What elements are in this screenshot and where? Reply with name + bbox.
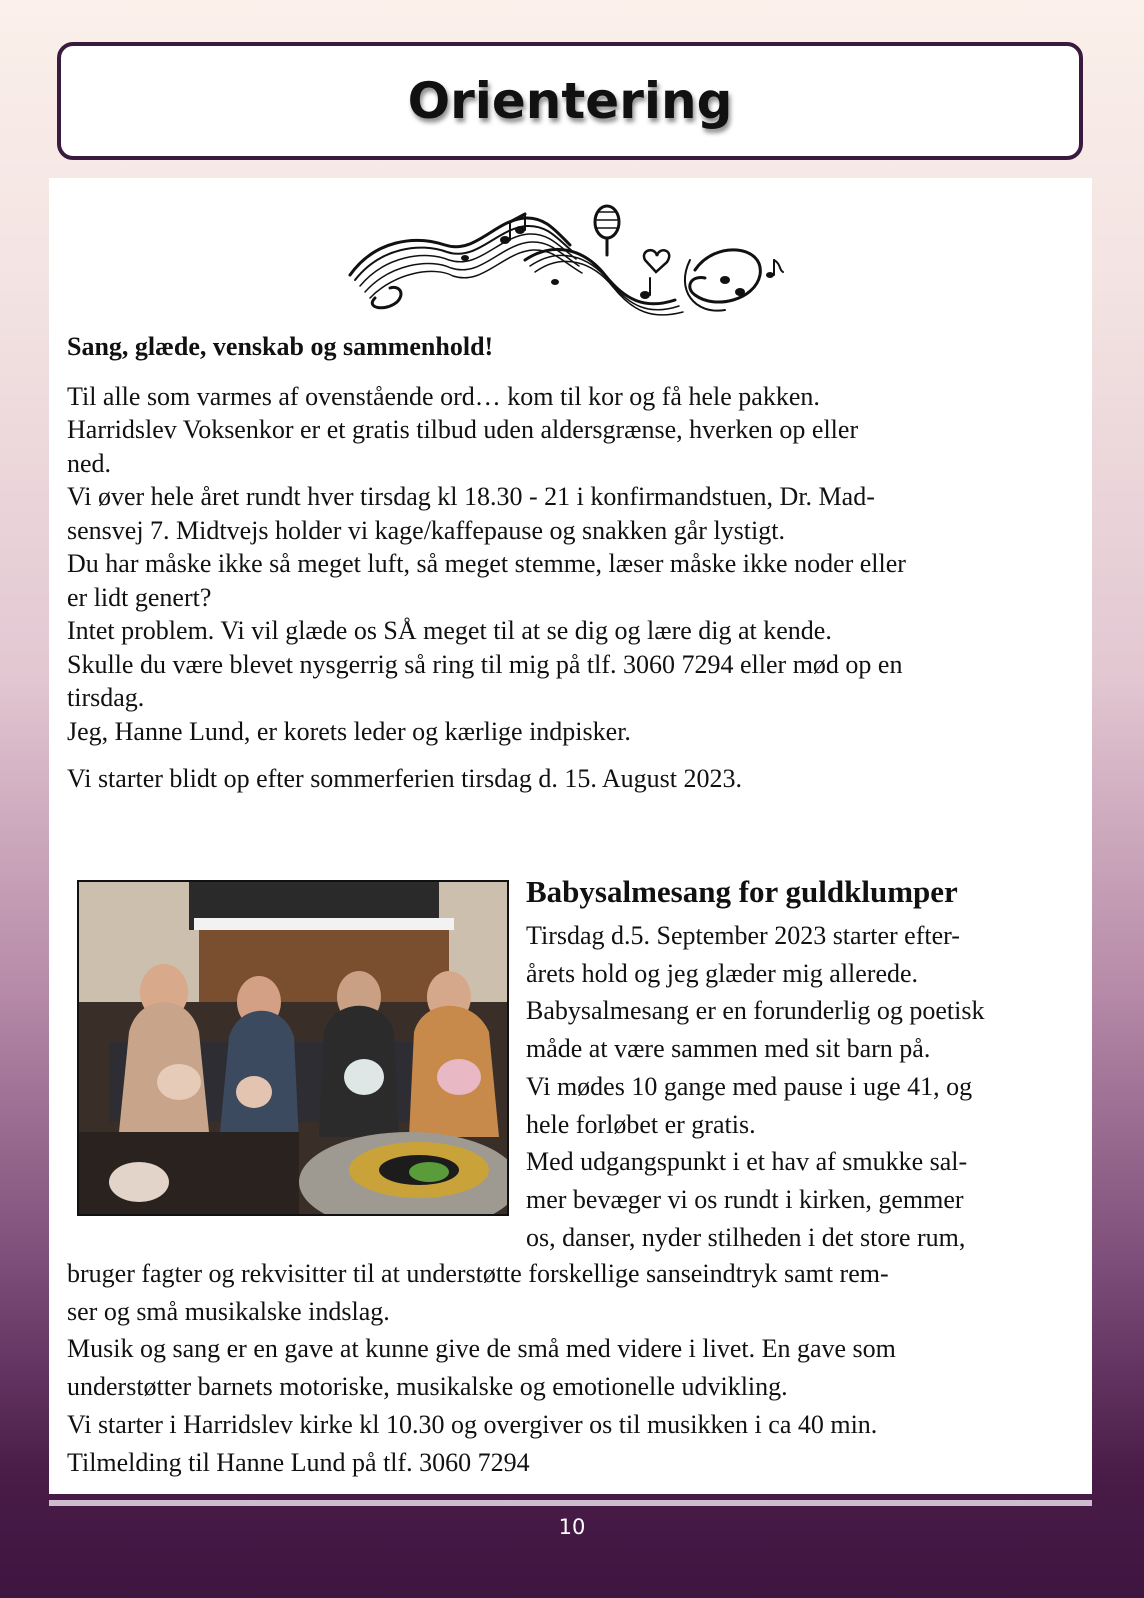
babysalmesang-full-text [67, 1255, 1087, 1481]
title-banner [57, 42, 1083, 160]
text-line: Intet problem. Vi vil glæde os SÅ meget til at se dig og lære dig at kende. [67, 616, 832, 645]
text-line: Tilmelding til Hanne Lund på tlf. 3060 7294 [67, 1447, 530, 1477]
choir-closing: Vi starter blidt op efter sommerferien tirsdag d. 15. August 2023. [67, 764, 743, 793]
text-line: Vi starter i Harridslev kirke kl 10.30 og overgiver os til musikken i ca 40 min. [67, 1409, 878, 1439]
text-line: os, danser, nyder stilheden i det store rum, [526, 1222, 966, 1252]
text-line: årets hold og jeg glæder mig allerede. [526, 958, 919, 988]
music-ornament-icon [345, 200, 795, 325]
choir-paragraph [67, 380, 1087, 749]
page-title: Orientering [407, 72, 733, 130]
text-line: Du har måske ikke så meget luft, så meget stemme, læser måske ikke noder eller [67, 549, 906, 578]
babysalmesang-side-text [526, 917, 1086, 1256]
text-line: er lidt genert? [67, 582, 212, 612]
choir-heading: Sang, glæde, venskab og sammenhold! [67, 332, 494, 361]
text-line: Babysalmesang er en forunderlig og poetisk [526, 996, 985, 1026]
text-line: Harridslev Voksenkor er et gratis tilbud uden aldersgrænse, hverken op eller [67, 415, 859, 444]
page-divider [49, 1500, 1092, 1506]
text-line: understøtter barnets motoriske, musikalske og emotionelle udvikling. [67, 1372, 788, 1402]
text-line: ser og små musikalske indslag. [67, 1296, 390, 1326]
text-line: sensvej 7. Midtvejs holder vi kage/kaffepause og snakken går lystigt. [67, 515, 785, 545]
text-line: Musik og sang er en gave at kunne give de små med videre i livet. En gave som [67, 1334, 896, 1364]
babysalmesang-photo [77, 880, 509, 1216]
text-line: Vi øver hele året rundt hver tirsdag kl 18.30 - 21 i konfirmandstuen, Dr. Mad- [67, 482, 875, 511]
text-line: Jeg, Hanne Lund, er korets leder og kærlige indpisker. [67, 716, 631, 746]
choir-article [67, 330, 1087, 796]
text-line: Til alle som varmes af ovenstående ord… kom til kor og få hele pakken. [67, 381, 820, 411]
text-line: Skulle du være blevet nysgerrig så ring til mig på tlf. 3060 7294 eller mød op en [67, 649, 903, 679]
babysalmesang-heading: Babysalmesang for guldklumper [526, 874, 958, 909]
page-number: 10 [558, 1515, 586, 1539]
text-line: tirsdag. [67, 683, 145, 712]
text-line: hele forløbet er gratis. [526, 1109, 756, 1139]
text-line: mer bevæger vi os rundt i kirken, gemmer [526, 1184, 964, 1214]
text-line: Med udgangspunkt i et hav af smukke sal- [526, 1147, 968, 1177]
text-line: Vi mødes 10 gange med pause i uge 41, og [526, 1071, 973, 1101]
text-line: ned. [67, 448, 112, 478]
text-line: måde at være sammen med sit barn på. [526, 1034, 931, 1064]
text-line: Tirsdag d.5. September 2023 starter efter- [526, 921, 960, 950]
text-line: bruger fagter og rekvisitter til at understøtte forskellige sanseindtryk samt rem- [67, 1259, 889, 1288]
